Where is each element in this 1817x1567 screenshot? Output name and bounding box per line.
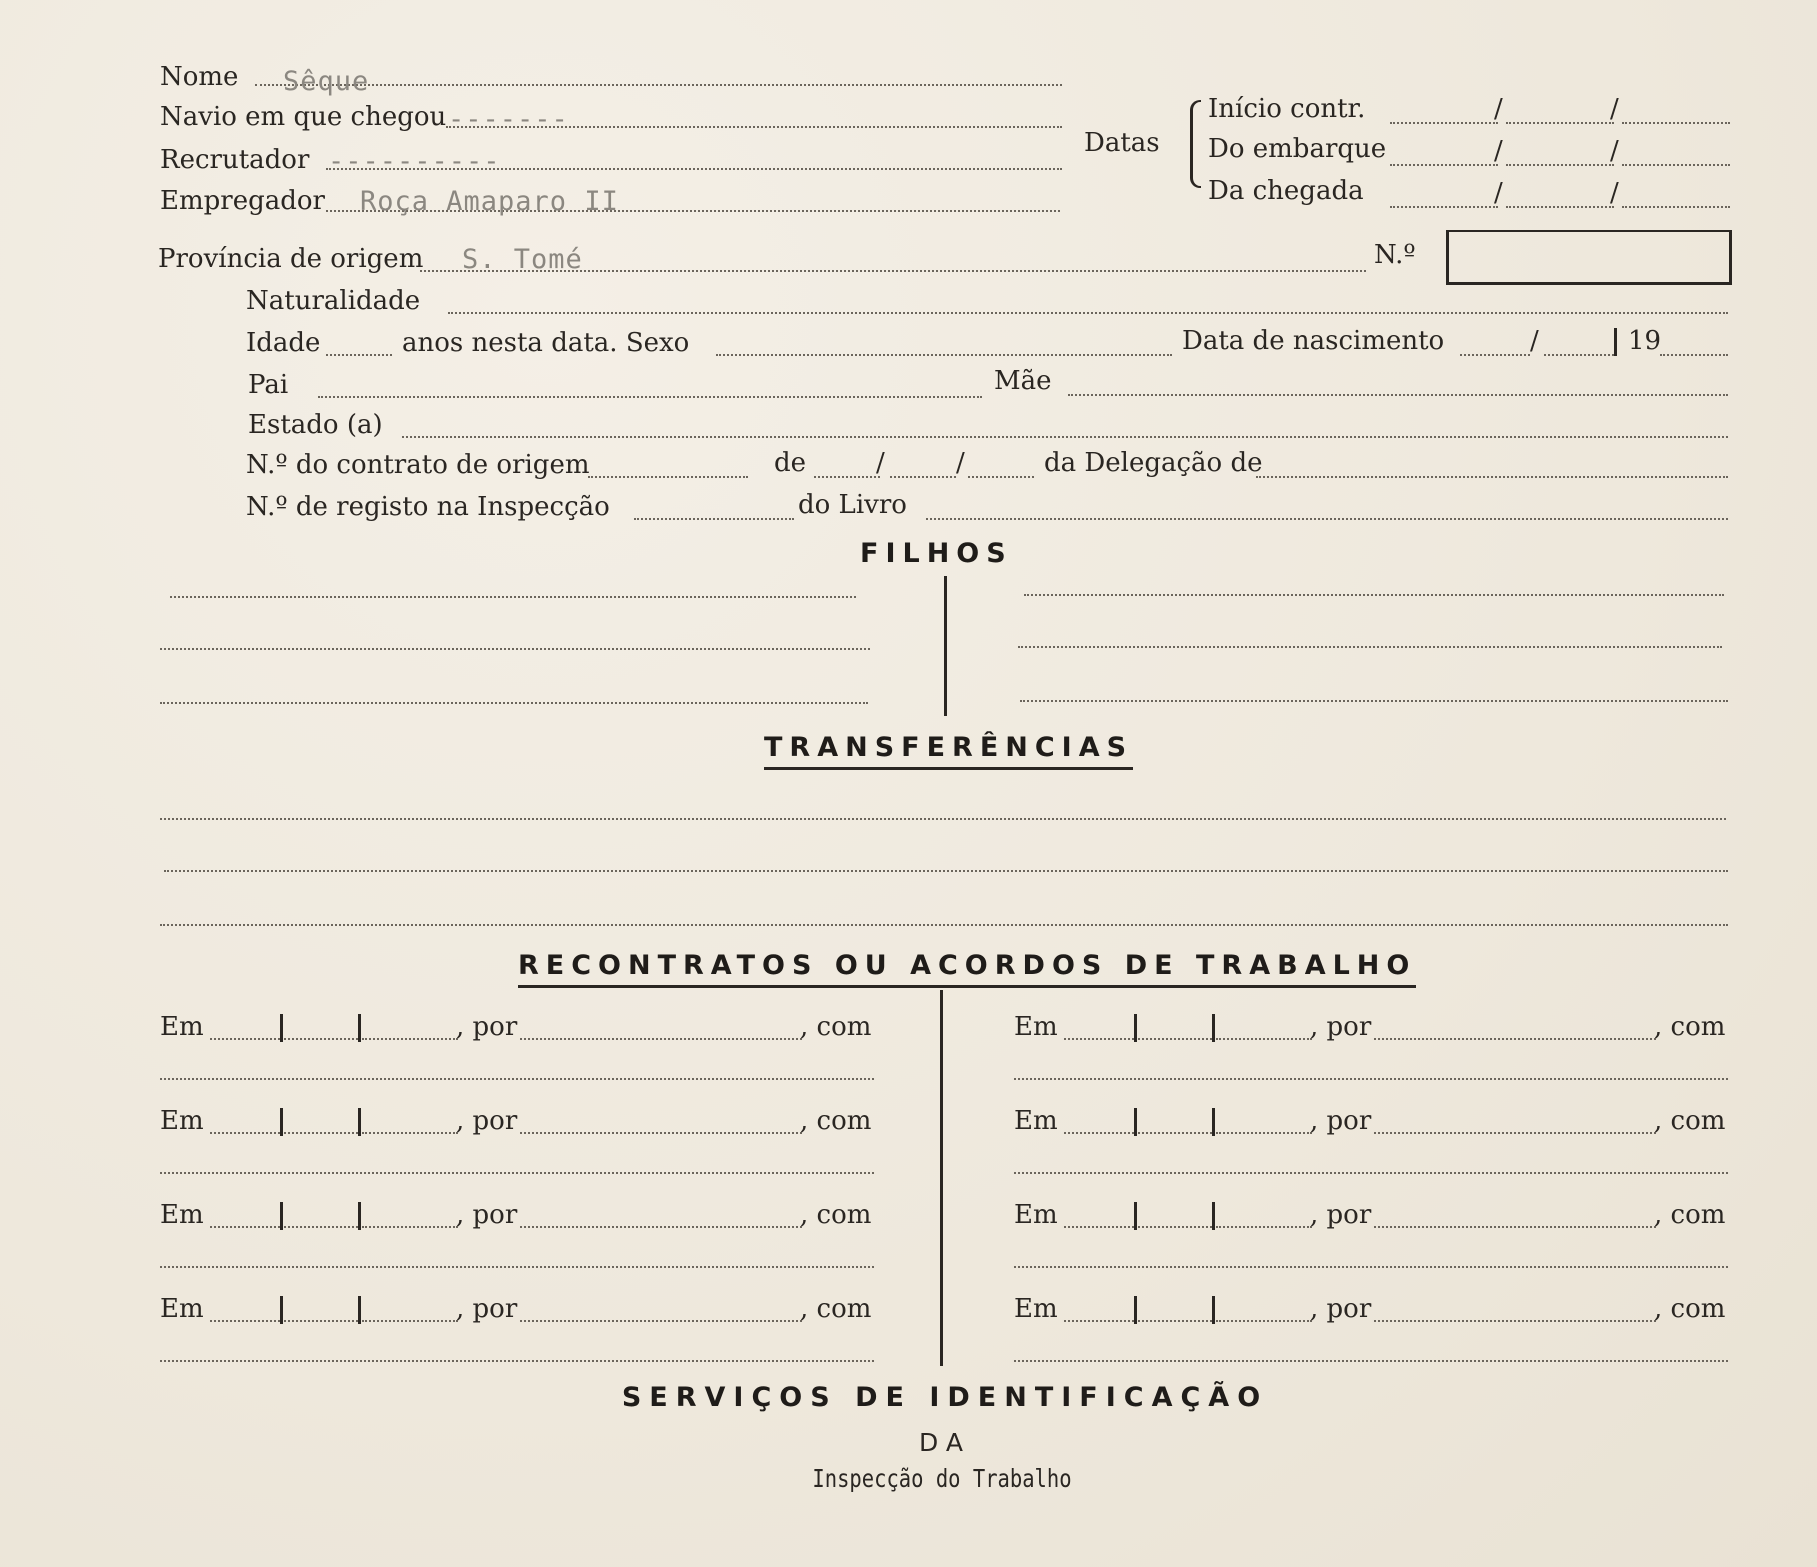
recontrato-left-1-por-field[interactable]	[520, 1038, 802, 1040]
empregador-label: Empregador	[160, 186, 325, 216]
recontrato-right-2-continuation-field[interactable]	[1014, 1172, 1728, 1174]
nascimento-day-field[interactable]	[1460, 354, 1530, 356]
recontrato-right-4-continuation-field[interactable]	[1014, 1360, 1728, 1362]
embarque-year-field[interactable]	[1622, 164, 1730, 166]
recontrato-bar	[1212, 1296, 1215, 1324]
recontrato-bar	[1212, 1014, 1215, 1042]
filhos-line-right-1[interactable]	[1024, 594, 1724, 596]
embarque-label: Do embarque	[1208, 134, 1387, 164]
recontrato-bar	[1134, 1202, 1137, 1230]
mae-label: Mãe	[994, 366, 1052, 396]
filhos-line-right-3[interactable]	[1020, 700, 1728, 702]
transferencias-line-1[interactable]	[160, 818, 1726, 820]
por-label: , por	[456, 1294, 518, 1324]
chegada-year-field[interactable]	[1622, 206, 1730, 208]
por-label: , por	[1310, 1294, 1372, 1324]
anos-sexo-label: anos nesta data. Sexo	[402, 328, 690, 358]
footer-org: Inspecção do Trabalho	[812, 1464, 1072, 1493]
por-label: , por	[456, 1012, 518, 1042]
em-label: Em	[1014, 1294, 1058, 1324]
footer-title: SERVIÇOS DE IDENTIFICAÇÃO	[621, 1382, 1269, 1413]
inicio-day-field[interactable]	[1390, 122, 1498, 124]
chegada-label: Da chegada	[1208, 176, 1364, 206]
em-label: Em	[1014, 1012, 1058, 1042]
recontrato-right-2-por-field[interactable]	[1374, 1132, 1656, 1134]
recontrato-right-3-year-field[interactable]	[1216, 1226, 1312, 1228]
recontrato-bar	[280, 1202, 283, 1230]
filhos-line-left-3[interactable]	[160, 702, 868, 704]
recontrato-left-3-month-field[interactable]	[284, 1226, 358, 1228]
year-prefix: 19	[1628, 326, 1662, 356]
em-label: Em	[160, 1012, 204, 1042]
recontrato-left-2-continuation-field[interactable]	[160, 1172, 874, 1174]
navio-value: -------	[448, 104, 569, 135]
recontrato-right-2-month-field[interactable]	[1138, 1132, 1212, 1134]
delegacao-field[interactable]	[1256, 476, 1728, 478]
recontrato-left-2-year-field[interactable]	[362, 1132, 458, 1134]
com-label: , com	[800, 1294, 872, 1324]
recontrato-right-3-month-field[interactable]	[1138, 1226, 1212, 1228]
com-label: , com	[1654, 1294, 1726, 1324]
chegada-sep-2: /	[1610, 178, 1619, 208]
embarque-sep-1: /	[1494, 136, 1503, 166]
nome-label: Nome	[160, 62, 239, 92]
recontrato-right-1-month-field[interactable]	[1138, 1038, 1212, 1040]
recontrato-left-4-continuation-field[interactable]	[160, 1360, 874, 1362]
filhos-heading: FILHOS	[860, 538, 1013, 569]
chegada-day-field[interactable]	[1390, 206, 1498, 208]
numero-label: N.º	[1374, 240, 1416, 270]
recrutador-label: Recrutador	[160, 145, 310, 175]
inicio-month-field[interactable]	[1506, 122, 1614, 124]
inicio-label: Início contr.	[1208, 94, 1366, 124]
filhos-line-right-2[interactable]	[1018, 646, 1722, 648]
embarque-sep-2: /	[1610, 136, 1619, 166]
recontrato-left-3-day-field[interactable]	[210, 1226, 280, 1228]
recontrato-bar	[358, 1014, 361, 1042]
recontrato-bar	[358, 1202, 361, 1230]
recontrato-left-3-year-field[interactable]	[362, 1226, 458, 1228]
com-label: , com	[800, 1012, 872, 1042]
datas-label: Datas	[1084, 128, 1160, 158]
em-label: Em	[1014, 1106, 1058, 1136]
recontrato-bar	[280, 1108, 283, 1136]
estado-field[interactable]	[402, 436, 1728, 438]
contrato-year-field[interactable]	[968, 476, 1034, 478]
pai-label: Pai	[248, 370, 289, 400]
recontrato-left-1-year-field[interactable]	[362, 1038, 458, 1040]
por-label: , por	[456, 1200, 518, 1230]
recontrato-left-2-month-field[interactable]	[284, 1132, 358, 1134]
recontrato-right-3-por-field[interactable]	[1374, 1226, 1656, 1228]
inicio-sep-2: /	[1610, 94, 1619, 124]
recontrato-bar	[1134, 1296, 1137, 1324]
filhos-line-left-2[interactable]	[160, 648, 870, 650]
recontrato-left-3-continuation-field[interactable]	[160, 1266, 874, 1268]
provincia-value: S. Tomé	[462, 244, 583, 275]
recontrato-bar	[1212, 1202, 1215, 1230]
contrato-sep-1: /	[876, 448, 885, 478]
contrato-field[interactable]	[588, 476, 748, 478]
recontrato-left-4-day-field[interactable]	[210, 1320, 280, 1322]
recrutador-value: ----------	[328, 146, 501, 177]
naturalidade-field[interactable]	[448, 312, 1728, 314]
delegacao-label: da Delegação de	[1044, 448, 1263, 478]
recontrato-left-1-continuation-field[interactable]	[160, 1078, 874, 1080]
idade-field[interactable]	[326, 354, 392, 356]
chegada-sep-1: /	[1494, 178, 1503, 208]
datas-brace	[1190, 100, 1201, 188]
recontrato-right-3-day-field[interactable]	[1064, 1226, 1134, 1228]
mae-field[interactable]	[1068, 394, 1728, 396]
recontrato-bar	[358, 1296, 361, 1324]
recontrato-left-2-day-field[interactable]	[210, 1132, 280, 1134]
recontrato-right-1-day-field[interactable]	[1064, 1038, 1134, 1040]
por-label: , por	[456, 1106, 518, 1136]
por-label: , por	[1310, 1106, 1372, 1136]
nascimento-label: Data de nascimento	[1182, 326, 1445, 356]
recontrato-right-1-continuation-field[interactable]	[1014, 1078, 1728, 1080]
recontratos-divider	[940, 990, 943, 1366]
recontrato-right-2-day-field[interactable]	[1064, 1132, 1134, 1134]
transferencias-line-2[interactable]	[164, 870, 1728, 872]
transferencias-heading: TRANSFERÊNCIAS	[764, 732, 1133, 770]
nascimento-sep: /	[1530, 326, 1539, 356]
recontratos-heading: RECONTRATOS OU ACORDOS DE TRABALHO	[518, 950, 1416, 988]
de-label: de	[774, 448, 807, 478]
livro-field[interactable]	[926, 518, 1728, 520]
livro-label: do Livro	[798, 490, 907, 520]
filhos-line-left-1[interactable]	[170, 596, 856, 598]
footer-sub: DA	[919, 1428, 971, 1457]
sexo-field[interactable]	[716, 354, 1172, 356]
recontrato-left-4-month-field[interactable]	[284, 1320, 358, 1322]
registo-label: N.º de registo na Inspecção	[246, 492, 610, 522]
com-label: , com	[800, 1200, 872, 1230]
nome-value: Sêque	[283, 66, 370, 97]
recontrato-bar	[358, 1108, 361, 1136]
recontrato-right-4-month-field[interactable]	[1138, 1320, 1212, 1322]
recontrato-bar	[1134, 1108, 1137, 1136]
embarque-month-field[interactable]	[1506, 164, 1614, 166]
recontrato-left-4-year-field[interactable]	[362, 1320, 458, 1322]
pai-field[interactable]	[318, 396, 982, 398]
empregador-value: Roça Amaparo II	[360, 186, 619, 217]
recontrato-left-2-por-field[interactable]	[520, 1132, 802, 1134]
recontrato-bar	[280, 1296, 283, 1324]
em-label: Em	[160, 1294, 204, 1324]
em-label: Em	[160, 1106, 204, 1136]
com-label: , com	[1654, 1012, 1726, 1042]
numero-box[interactable]	[1446, 230, 1732, 285]
chegada-month-field[interactable]	[1506, 206, 1614, 208]
nascimento-month-field[interactable]	[1544, 354, 1614, 356]
contrato-label: N.º do contrato de origem	[246, 450, 590, 480]
transferencias-line-3[interactable]	[160, 924, 1728, 926]
recontrato-right-4-year-field[interactable]	[1216, 1320, 1312, 1322]
naturalidade-label: Naturalidade	[246, 286, 421, 316]
recontrato-left-3-por-field[interactable]	[520, 1226, 802, 1228]
por-label: , por	[1310, 1200, 1372, 1230]
provincia-label: Província de origem	[158, 244, 424, 274]
idade-label: Idade	[246, 328, 321, 358]
registo-field[interactable]	[634, 518, 794, 520]
recontrato-right-4-day-field[interactable]	[1064, 1320, 1134, 1322]
em-label: Em	[1014, 1200, 1058, 1230]
inicio-sep-1: /	[1494, 94, 1503, 124]
recontrato-bar	[1212, 1108, 1215, 1136]
recontrato-bar	[280, 1014, 283, 1042]
recontrato-right-1-year-field[interactable]	[1216, 1038, 1312, 1040]
por-label: , por	[1310, 1012, 1372, 1042]
com-label: , com	[1654, 1200, 1726, 1230]
contrato-day-field[interactable]	[814, 476, 880, 478]
filhos-divider	[944, 576, 947, 716]
estado-label: Estado (a)	[248, 410, 383, 440]
em-label: Em	[160, 1200, 204, 1230]
com-label: , com	[1654, 1106, 1726, 1136]
recontrato-right-4-por-field[interactable]	[1374, 1320, 1656, 1322]
recontrato-right-1-por-field[interactable]	[1374, 1038, 1656, 1040]
contrato-month-field[interactable]	[890, 476, 956, 478]
nascimento-year-field[interactable]	[1660, 354, 1728, 356]
inicio-year-field[interactable]	[1622, 122, 1730, 124]
recontrato-right-3-continuation-field[interactable]	[1014, 1266, 1728, 1268]
contrato-sep-2: /	[956, 448, 965, 478]
recontrato-bar	[1134, 1014, 1137, 1042]
com-label: , com	[800, 1106, 872, 1136]
nascimento-bar	[1614, 328, 1617, 356]
embarque-day-field[interactable]	[1390, 164, 1498, 166]
recontrato-left-1-day-field[interactable]	[210, 1038, 280, 1040]
recontrato-left-4-por-field[interactable]	[520, 1320, 802, 1322]
recontrato-left-1-month-field[interactable]	[284, 1038, 358, 1040]
recontrato-right-2-year-field[interactable]	[1216, 1132, 1312, 1134]
nome-field[interactable]	[255, 84, 1062, 86]
navio-label: Navio em que chegou	[160, 102, 447, 132]
